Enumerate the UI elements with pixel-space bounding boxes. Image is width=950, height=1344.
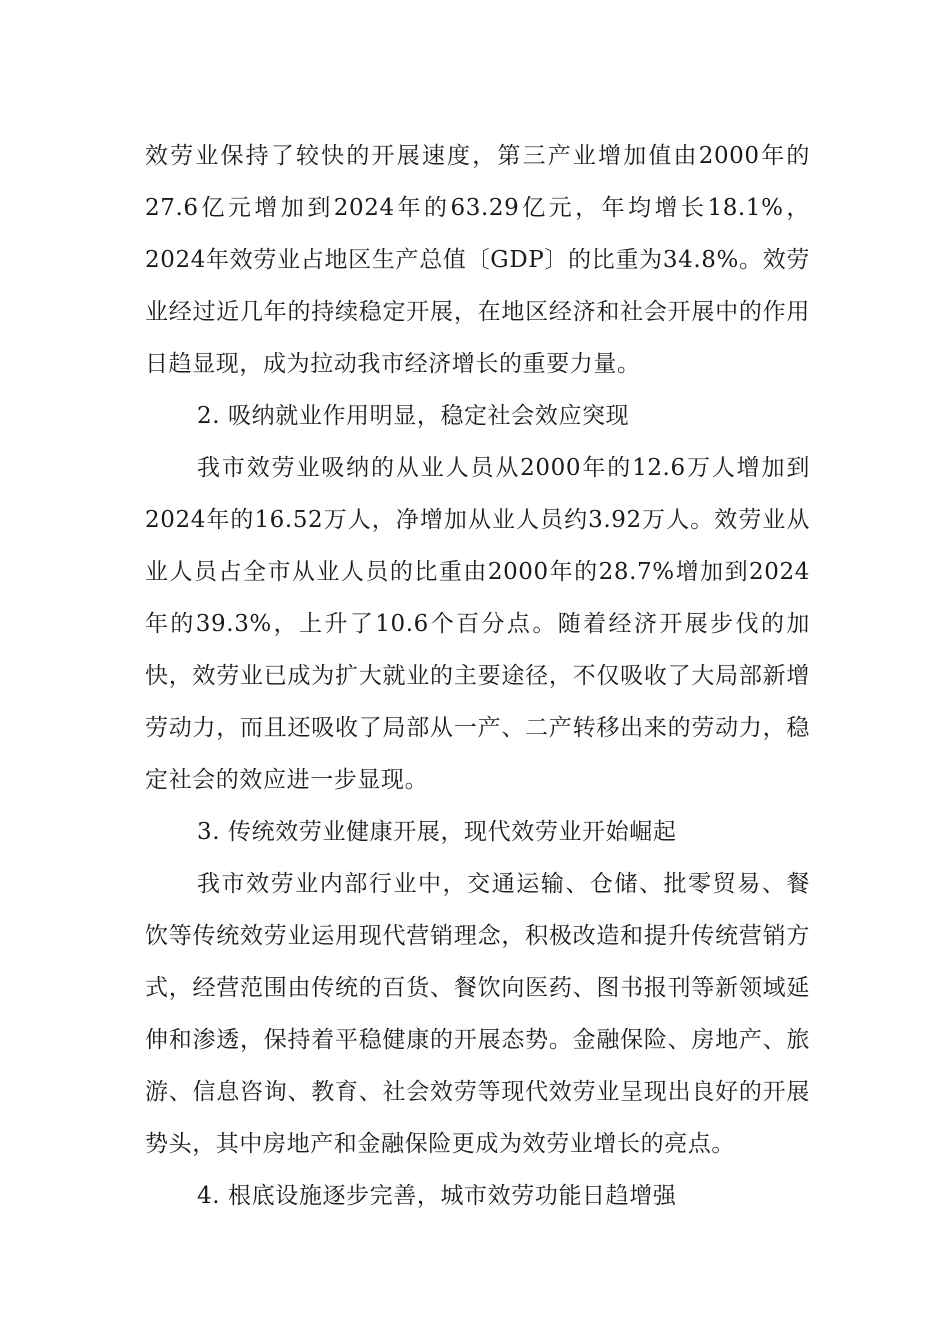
section-heading-traditional-modern: 3. 传统效劳业健康开展，现代效劳业开始崛起 bbox=[197, 819, 677, 845]
paragraph-traditional-modern: 我市效劳业内部行业中，交通运输、仓储、批零贸易、餐饮等传统效劳业运用现代营销理念，积极改造和提升传统营销方式，经营范围由传统的百货、餐饮向医药、图书报刊等新领域延伸和渗透，保持着平稳健康的开展态势。金融保险、房地产、旅游、信息咨询、教育、社会效劳等现代效劳业呈现出良好的开展势头，其中房地产和金融保险更成为效劳业增长的亮点。 bbox=[145, 871, 810, 1157]
paragraph-employment: 我市效劳业吸纳的从业人员从2000年的12.6万人增加到2024年的16.52万人，净增加从业人员约3.92万人。效劳业从业人员占全市从业人员的比重由2000年的28.7%增加到2024年的39.3%，上升了10.6个百分点。随着经济开展步伐的加快，效劳业已成为扩大就业的主要途径，不仅吸收了大局部新增劳动力，而且还吸收了局部从一产、二产转移出来的劳动力，稳定社会的效应进一步显现。 bbox=[145, 455, 810, 793]
paragraph-service-growth: 效劳业保持了较快的开展速度，第三产业增加值由2000年的27.6亿元增加到2024年的63.29亿元，年均增长18.1%，2024年效劳业占地区生产总值〔GDP〕的比重为34.8%。效劳业经过近几年的持续稳定开展，在地区经济和社会开展中的作用日趋显现，成为拉动我市经济增长的重要力量。 bbox=[145, 143, 810, 377]
document-body bbox=[145, 130, 810, 1222]
section-heading-employment: 2. 吸纳就业作用明显，稳定社会效应突现 bbox=[197, 403, 630, 429]
section-heading-infrastructure: 4. 根底设施逐步完善，城市效劳功能日趋增强 bbox=[197, 1183, 677, 1209]
